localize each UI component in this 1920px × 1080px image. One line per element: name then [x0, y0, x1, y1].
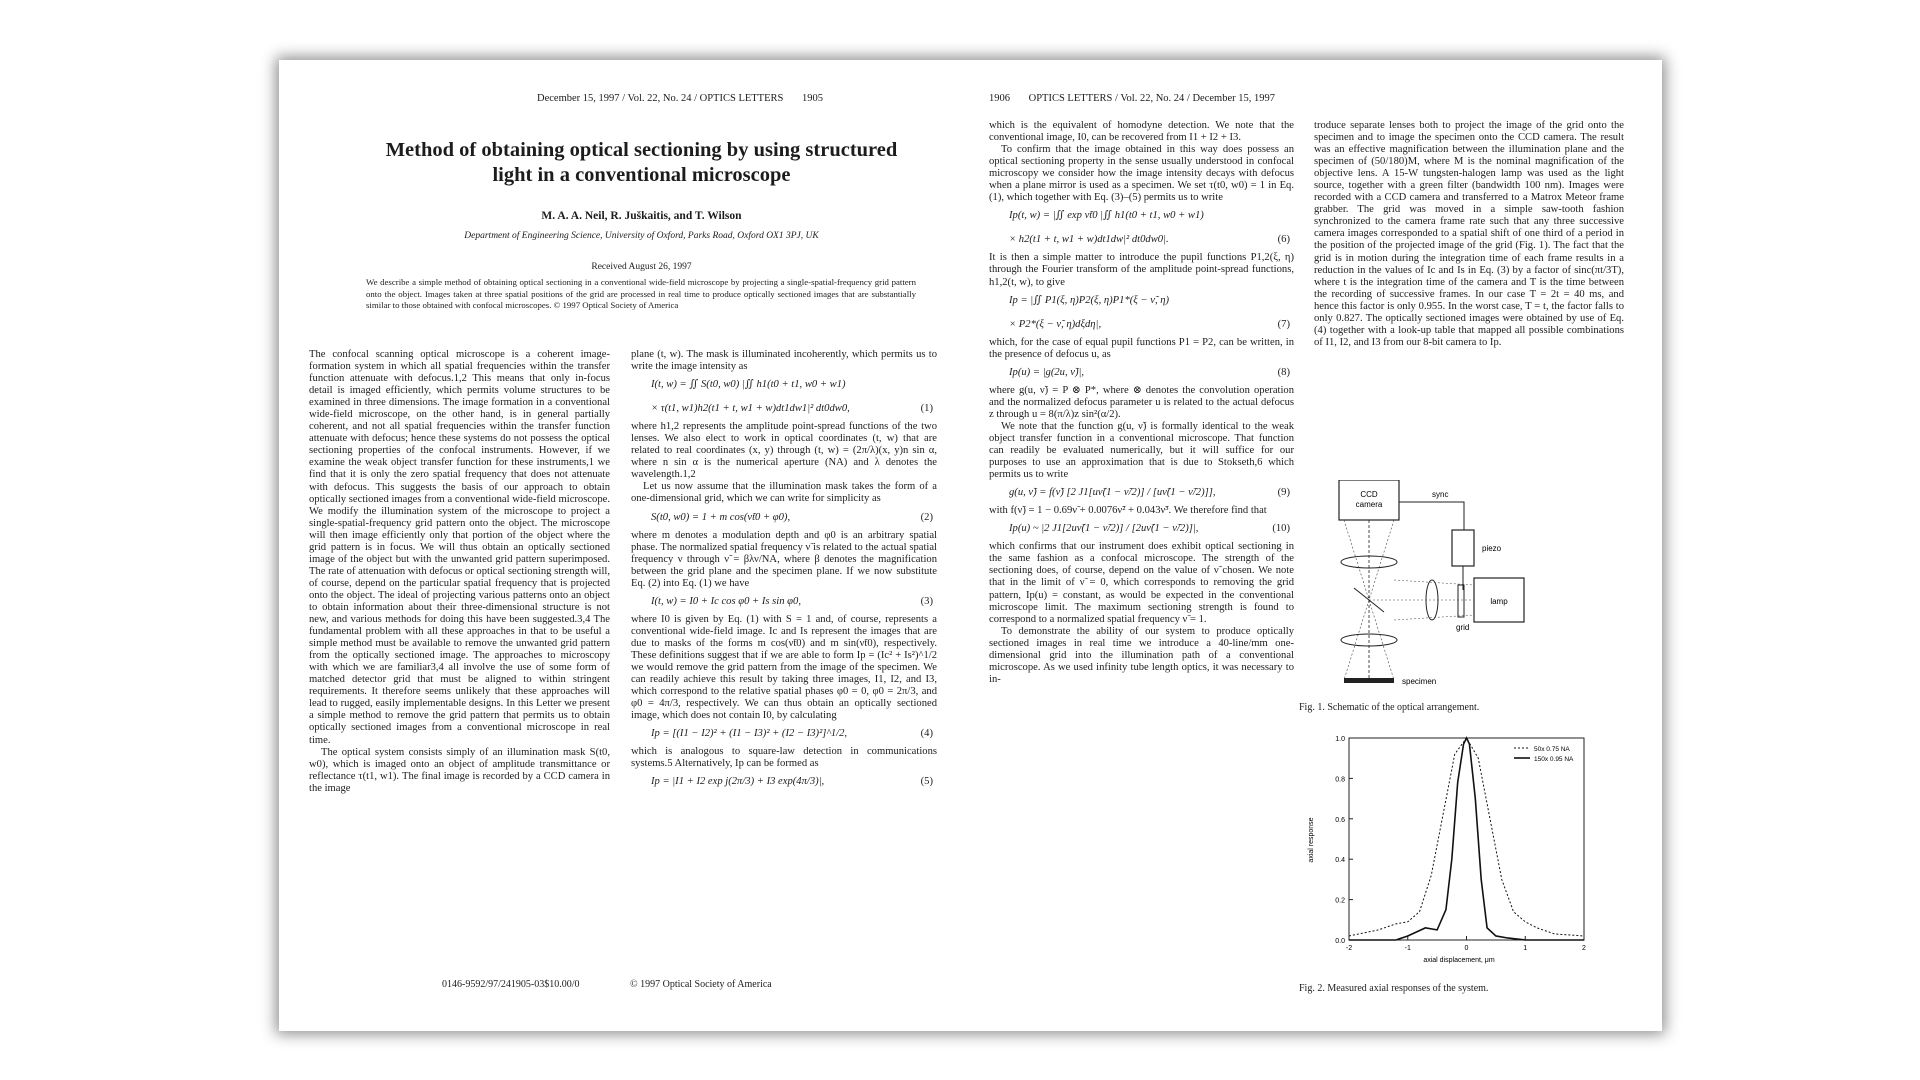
grid-label: grid — [1456, 623, 1470, 632]
equation-7a — [989, 289, 1294, 313]
y-tick-label: 1.0 — [1335, 736, 1345, 743]
series-line-2 — [1349, 738, 1584, 940]
equation-2 — [631, 506, 937, 530]
paragraph: which is the equivalent of homodyne detection. We note that the conventional image, I0, can be recovered from I1 + I2 + I3. — [989, 120, 1294, 144]
equation-text: g(u, ν̃) = f(ν̃) [2 J1[uν̃(1 − ν̃/2)] / [uν̃(1 − ν̃/2)]], — [1009, 487, 1216, 499]
paragraph: where m denotes a modulation depth and φ0 is an arbitrary spatial phase. The normalized spatial frequency ν̃ is related to the actual spatial frequency ν through ν̃ = βλν/NA, where β denotes the magnification between the grid plane and the specimen plane. If we now substitute Eq. (2) into Eq. (1) we have — [631, 529, 937, 589]
fig1-schematic — [1334, 480, 1574, 695]
y-tick-label: 0.6 — [1335, 816, 1345, 824]
title-line-1: Method of obtaining optical sectioning by using structured — [385, 139, 898, 161]
equation-text: Ip(u) = |g(2u, ν̃)|, — [1009, 366, 1085, 378]
equation-8 — [989, 361, 1294, 385]
page-number: 1905 — [801, 93, 823, 104]
camera-label: camera — [1355, 500, 1383, 509]
equation-6a — [989, 204, 1294, 228]
equation-6b — [989, 228, 1294, 252]
x-tick-label: 1 — [1523, 945, 1528, 952]
sync-label: sync — [1432, 490, 1449, 499]
equation-number: (9) — [1277, 487, 1290, 499]
equation-1b — [631, 397, 937, 421]
x-tick-label: 0 — [1464, 945, 1469, 952]
series-line-1 — [1349, 738, 1584, 936]
paragraph: where g(u, ν̃) = P ⊗ P*, where ⊗ denotes the convolution operation and the normalized defocus parameter u is related to the actual defocus z through u = 8(π/λ)z sin²(α/2). — [989, 384, 1294, 420]
equation-3 — [631, 590, 937, 614]
equation-text: Ip = [(I1 − I2)² + (I1 − I3)² + (I2 − I3)²]^1/2, — [651, 728, 848, 740]
right-column-1 — [989, 120, 1294, 686]
fig2-caption: Fig. 2. Measured axial responses of the system. — [1299, 983, 1489, 994]
projection-lens — [1426, 580, 1438, 620]
piezo-box — [1452, 530, 1474, 566]
piezo-label: piezo — [1482, 544, 1502, 553]
equation-text: Ip = |I1 + I2 exp j(2π/3) + I3 exp(4π/3)|, — [651, 776, 825, 788]
paragraph: To confirm that the image obtained in this way does possess an optical sectioning property in the sense usually understood in confocal microscopy we consider how the image intensity decays with defocus when a plane mirror is used as a specimen. We set τ(t0, w0) = 1 in Eq. (1), which together with Eq. (3)–(5) permits us to write — [989, 144, 1294, 204]
equation-7b — [989, 313, 1294, 337]
article-title — [319, 138, 964, 188]
equation-9 — [989, 481, 1294, 505]
equation-number: (5) — [920, 776, 933, 788]
plot-frame — [1349, 738, 1584, 940]
title-line-2: light in a conventional microscope — [492, 164, 791, 186]
equation-number: (6) — [1277, 234, 1290, 246]
paragraph: To demonstrate the ability of our system to produce optically sectioned images in real time we introduce a 40-line/mm one-dimensional grid into the illumination path of a conventional microscope. As we used infinity tube length optics, it was necessary to in- — [989, 625, 1294, 685]
authors: M. A. A. Neil, R. Juškaitis, and T. Wilson — [541, 210, 742, 222]
paragraph: troduce separate lenses both to project the image of the grid onto the specimen and to image the specimen onto the CCD camera. The result was an effective magnification between the illumination plane and the specimen of (50/180)M, where M is the nominal magnification of the objective lens. A 15-W tungsten-halogen lamp was used as the light source, together with a green filter (bandwidth 100 nm). Images were recorded with a CCD camera and transferred to a Matrox Meteor frame grabber. The grid was moved in a simple saw-tooth fashion synchronized to the camera frame rate such that any three successive camera images corresponded to a spatial shift of one third of a period in the position of the projected image of the grid (Fig. 1). The fact that the grid is in motion during the integration time of each frame results in a reduction in the values of Ic and Is in Eq. (3) by a factor of sinc(πt/3T), where t is the integration time of the camera and T is the time between the recording of successive frames. In our case T = 2t = 40 ms, and hence this factor is only 0.955. In the worst case, T = t, the factor falls to only 0.827. The optically sectioned images were obtained by use of Eq. (4) together with a look-up table that mapped all possible combinations of I1, I2, and I3 from our 8-bit camera to Ip. — [1314, 120, 1624, 348]
x-axis-label: axial displacement, μm — [1423, 957, 1495, 964]
equation-text: × P2*(ξ − ν̃, η)dξdη|, — [1009, 318, 1102, 330]
paragraph: Let us now assume that the illumination mask takes the form of a one-dimensional grid, which we can write for simplicity as — [631, 481, 937, 505]
specimen-label: specimen — [1402, 677, 1437, 686]
paragraph: which confirms that our instrument does exhibit optical sectioning in the same fashion as a confocal microscope. The strength of the sectioning does, of course, depend on the value of ν̃ chosen. We note that in the limit of ν̃ = 0, which corresponds to removing the grid pattern, Ip(u) = constant, as would be expected in the conventional microscope limit. The maximum sectioning strength is found to correspond to a normalized spatial frequency ν̃ = 1. — [989, 541, 1294, 625]
abstract: We describe a simple method of obtaining optical sectioning in a conventional wide-field microscope by projecting a single-spatial-frequency grid pattern onto the object. Images taken at three spatial positions of the grid are processed in real time to produce optically sectioned images that are substantially similar to those obtained with confocal microscopes. © 1997 Optical Society of America — [366, 277, 916, 311]
y-tick-label: 0.4 — [1335, 857, 1345, 865]
y-tick-label: 0.0 — [1335, 938, 1345, 945]
x-tick-label: -2 — [1345, 945, 1353, 952]
equation-text: Ip(t, w) = |∬ exp ν̃t0 |∬ h1(t0 + t1, w0 + w1) — [1009, 210, 1204, 222]
left-page — [279, 60, 969, 1031]
paragraph: where I0 is given by Eq. (1) with S = 1 and, of course, represents a conventional wide-field image. Ic and Is represent the images that are due to masks of the forms m cos(ν̃t0) and m sin(ν̃t0), respectively. These definitions suggest that if we are able to form Ip = (Ic² + Is²)^1/2 we would remove the grid pattern from the image of the specimen. We can readily achieve this result by taking three images, I1, I2, and I3, which correspond to the relative spatial phases φ0 = 0, φ0 = 2π/3, and φ0 = 4π/3, respectively. We can thus obtain an optically sectioned image, which does not contain I0, by calculating — [631, 613, 937, 722]
page-number: 1906 — [989, 93, 1010, 104]
left-column-1 — [309, 349, 610, 795]
equation-number: (4) — [920, 728, 933, 740]
paragraph: which, for the case of equal pupil functions P1 = P2, can be written, in the presence of defocus u, as — [989, 336, 1294, 360]
running-head-text: December 15, 1997 / Vol. 22, No. 24 / OPTICS LETTERS — [537, 93, 784, 104]
equation-10 — [989, 517, 1294, 541]
running-head-text: OPTICS LETTERS / Vol. 22, No. 24 / December 15, 1997 — [1028, 93, 1275, 104]
received-date: Received August 26, 1997 — [591, 262, 692, 272]
equation-5 — [631, 770, 937, 794]
footer-copyright: © 1997 Optical Society of America — [630, 979, 772, 990]
paragraph: which is analogous to square-law detection in communications systems.5 Alternatively, Ip can be formed as — [631, 746, 937, 770]
paragraph: plane (t, w). The mask is illuminated incoherently, which permits us to write the image intensity as — [631, 349, 937, 373]
equation-4 — [631, 722, 937, 746]
right-column-2 — [1314, 120, 1624, 349]
legend-label: 150x 0.95 NA — [1534, 756, 1574, 763]
paragraph: where h1,2 represents the amplitude point-spread functions of the two lenses. We also elect to work in optical coordinates (t, w) that are related to real coordinates (x, y) through (t, w) = (2π/λ)(x, y)n sin α, where n sin α is the numerical aperture (NA) and λ denotes the wavelength.1,2 — [631, 421, 937, 481]
equation-number: (10) — [1272, 523, 1290, 535]
paragraph: We note that the function g(u, ν̃) is formally identical to the weak object transfer function in a conventional microscope. That function can readily be evaluated numerically, but it will suffice for our purposes to use an approximation that is due to Stokseth,6 which permits us to write — [989, 420, 1294, 481]
affiliation: Department of Engineering Science, University of Oxford, Parks Road, Oxford OX1 3PJ, UK — [464, 231, 819, 241]
equation-text: × τ(t1, w1)h2(t1 + t, w1 + w)dt1dw1|² dt0dw0, — [651, 403, 850, 415]
legend-label: 50x 0.75 NA — [1534, 746, 1570, 753]
equation-number: (8) — [1277, 366, 1290, 378]
equation-number: (3) — [920, 595, 933, 607]
sync-line — [1399, 502, 1464, 530]
right-running-head — [989, 93, 1275, 104]
y-tick-label: 0.2 — [1335, 897, 1345, 905]
x-tick-label: 2 — [1582, 945, 1586, 952]
fig2-chart — [1299, 730, 1599, 970]
x-tick-label: -1 — [1404, 945, 1411, 952]
equation-text: S(t0, w0) = 1 + m cos(ν̃t0 + φ0), — [651, 511, 791, 523]
equation-text: Ip(u) ~ |2 J1[2uν̃(1 − ν̃/2)] / [2uν̃(1 − ν̃/2)]|, — [1009, 523, 1199, 535]
lamp-label: lamp — [1490, 597, 1508, 606]
y-axis-label: axial response — [1308, 817, 1315, 863]
equation-number: (7) — [1277, 318, 1290, 330]
left-column-2 — [631, 349, 937, 794]
fig1-caption: Fig. 1. Schematic of the optical arrangement. — [1299, 702, 1480, 713]
y-tick-label: 0.8 — [1335, 776, 1345, 784]
equation-text: Ip = |∬ P1(ξ, η)P2(ξ, η)P1*(ξ − ν̃, η) — [1009, 294, 1170, 306]
paragraph: The optical system consists simply of an illumination mask S(t0, w0), which is imaged onto an object of amplitude transmittance or reflectance τ(t1, w1). The final image is recorded by a CCD camera in the image — [309, 746, 610, 794]
right-page — [969, 60, 1662, 1031]
equation-1a — [631, 373, 937, 397]
ccd-label: CCD — [1360, 490, 1378, 499]
paragraph: It is then a simple matter to introduce the pupil functions P1,2(ξ, η) through the Fourier transform of the amplitude point-spread functions, h1,2(t, w), to give — [989, 252, 1294, 288]
equation-text: × h2(t1 + t, w1 + w)dt1dw|² dt0dw0|. — [1009, 234, 1169, 246]
paragraph: The confocal scanning optical microscope is a coherent image-formation system in which all spatial frequencies within the transfer function attenuate with defocus.1,2 This means that only in-focus detail is imaged efficiently, which permits volume structures to be examined in three dimensions. The image formation in a conventional wide-field microscope, on the other hand, is in general partially coherent, and not all spatial frequencies within the transfer function attenuate with defocus; hence these systems do not possess the optical sectioning properties of the confocal instruments. However, if we examine the weak object transfer function for these instruments,1 we find that it is only the zero spatial frequency that does not attenuate with defocus. This suggests the basis of our approach to obtain optically sectioned images from a conventional wide-field microscope. We modify the illumination system of the microscope to project a single-spatial-frequency grid pattern onto the object. The microscope will then image efficiently only that portion of the object where the grid pattern is in focus. We will thus obtain an optically sectioned image of the object but with the unwanted grid pattern superimposed. The rate of attenuation with defocus or optical sectioning strength will, of course, depend on the particular spatial frequency that is projected onto the object. The ideal of projecting various patterns onto an object to obtain information about their three-dimensional structure is not new, and various methods for doing this have been suggested.3,4 The fundamental problem with all these approaches in that to be useful a simple method must be available to remove the unwanted grid pattern from the optically sectioned image. The approaches to microscopy with which we are familiar3,4 all involve the use of some form of matched detector grid that must be aligned to within stringent requirements. It therefore seems unlikely that these approaches will lead to rugged, easily implementable designs. In this Letter we present a simple method to remove the grid pattern that permits us to obtain optically sectioned images from a conventional microscope in real time. — [309, 349, 610, 746]
equation-number: (1) — [920, 403, 933, 415]
journal-spread — [279, 60, 1662, 1031]
equation-number: (2) — [920, 511, 933, 523]
equation-text: I(t, w) = ∬ S(t0, w0) |∬ h1(t0 + t1, w0 + w1) — [651, 379, 846, 391]
equation-text: I(t, w) = I0 + Ic cos φ0 + Is sin φ0, — [651, 595, 801, 607]
left-running-head — [537, 93, 823, 104]
paragraph: with f(ν̃) = 1 − 0.69ν̃ + 0.0076ν̃² + 0.043ν̃³. We therefore find that — [989, 505, 1267, 517]
specimen-plate — [1344, 678, 1394, 683]
footer-code: 0146-9592/97/241905-03$10.00/0 — [442, 979, 580, 990]
